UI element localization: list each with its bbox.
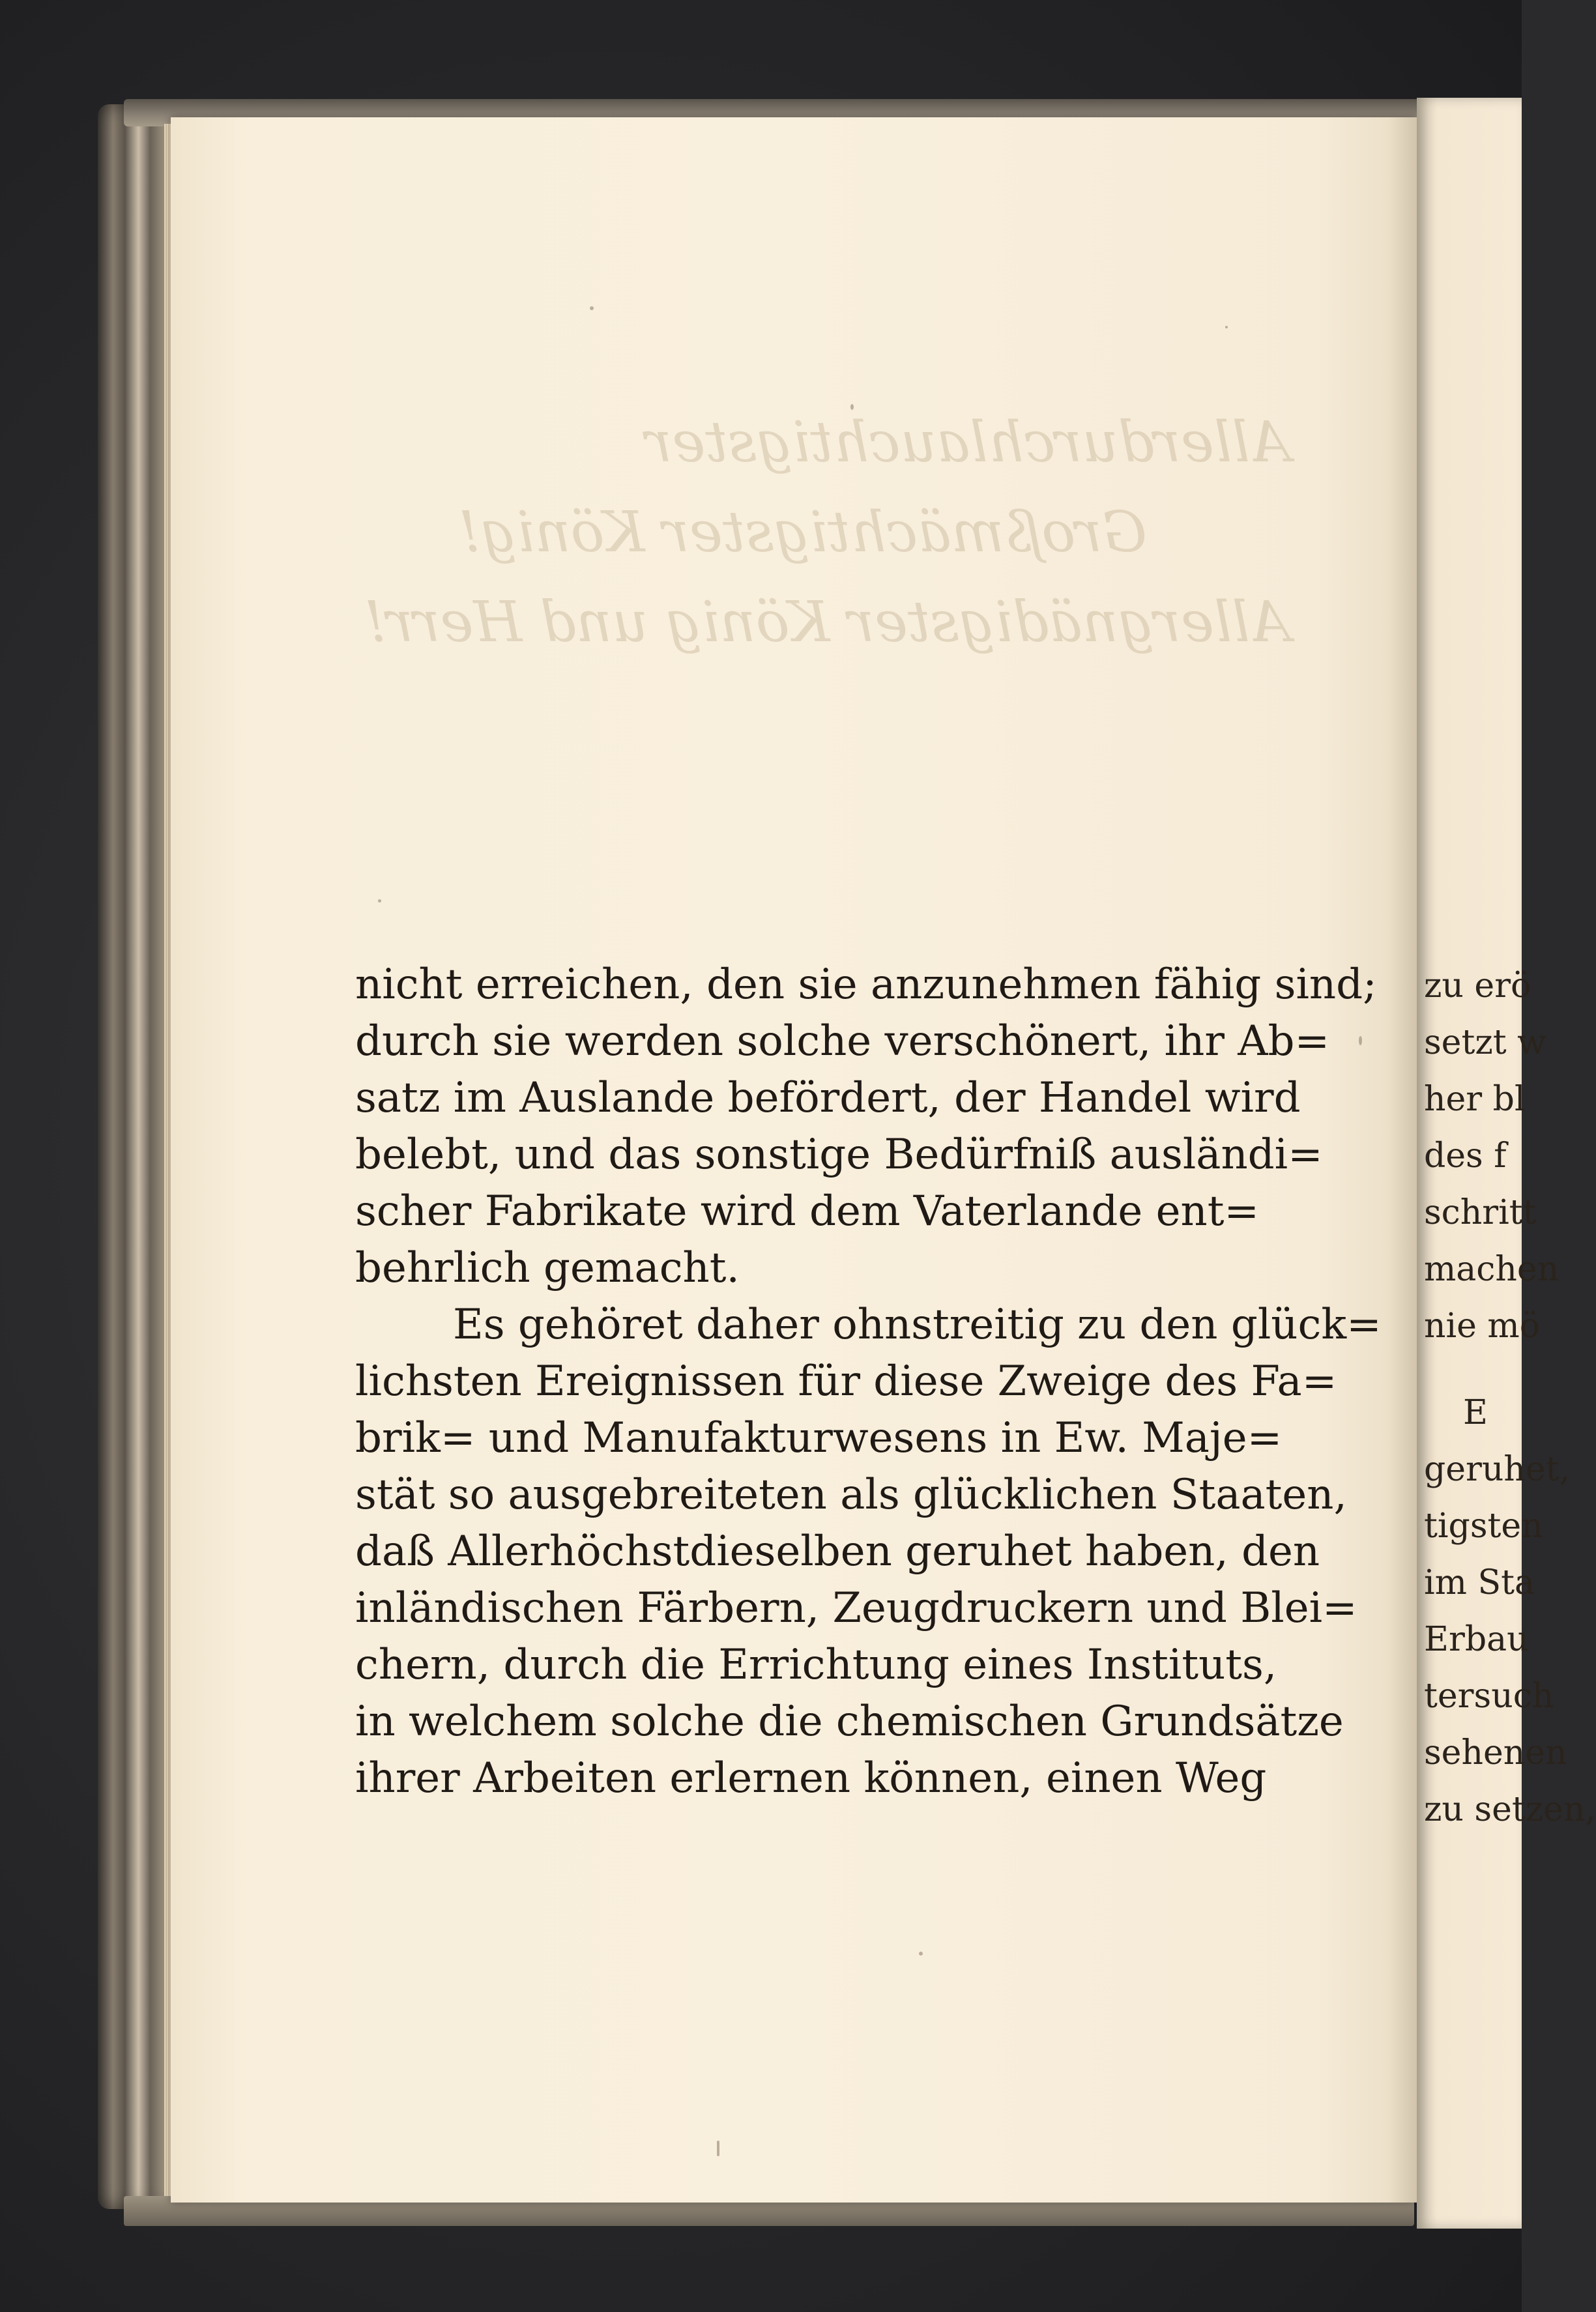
- paper-speck: [1225, 326, 1228, 328]
- fragment-line: nie mö: [1424, 1307, 1541, 1346]
- paper-speck: [717, 2141, 719, 2156]
- text-line: satz im Auslande befördert, der Handel wird: [355, 1074, 1301, 1122]
- text-line: stät so ausgebreiteten als glücklichen Staaten,: [355, 1471, 1347, 1519]
- text-line: chern, durch die Errichtung eines Instituts,: [355, 1641, 1277, 1689]
- bleed-line: Allerdurchlauchtigster: [645, 410, 1290, 475]
- fragment-line: zu setzen,: [1424, 1790, 1596, 1829]
- facing-page-text-fragments: [1424, 958, 1596, 1838]
- fragment-line: zu erö: [1424, 966, 1531, 1005]
- fragment-line: des f: [1424, 1136, 1507, 1176]
- bleed-line: Großmächtigster König!: [458, 500, 1147, 565]
- page-body-text: [355, 957, 1382, 1807]
- paper-speck: [850, 404, 854, 410]
- paper-speck: [590, 306, 594, 310]
- fragment-line: setzt w: [1424, 1023, 1546, 1062]
- text-line: durch sie werden solche verschönert, ihr Ab=: [355, 1017, 1330, 1065]
- fragment-line: im Sta: [1424, 1563, 1535, 1602]
- text-line: in welchem solche die chemischen Grundsätze: [355, 1698, 1344, 1746]
- fragment-line: machen: [1424, 1250, 1560, 1289]
- text-line: behrlich gemacht.: [355, 1244, 740, 1292]
- text-line: nicht erreichen, den sie anzunehmen fähig sind;: [355, 961, 1377, 1009]
- text-line: lichsten Ereignissen für diese Zweige des Fa=: [355, 1357, 1337, 1406]
- fragment-line: tigsten: [1424, 1507, 1543, 1546]
- text-line: brik= und Manufakturwesens in Ew. Maje=: [355, 1414, 1283, 1462]
- text-line: daß Allerhöchstdieselben geruhet haben, den: [355, 1527, 1320, 1576]
- paper-speck: [919, 1952, 923, 1956]
- paper-speck: [1359, 1036, 1362, 1045]
- text-line: scher Fabrikate wird dem Vaterlande ent=: [355, 1187, 1260, 1235]
- fragment-line: her bl: [1424, 1080, 1526, 1119]
- fragment-line: E: [1463, 1393, 1488, 1432]
- fragment-line: tersuch: [1424, 1677, 1554, 1716]
- paper-speck: [378, 899, 381, 903]
- text-line: Es gehöret daher ohnstreitig zu den glück=: [453, 1301, 1382, 1349]
- fragment-line: geruhet,: [1424, 1450, 1571, 1489]
- text-line: ihrer Arbeiten erlernen können, einen Weg: [355, 1754, 1267, 1802]
- bleed-line: Allergnädigster König und Herr!: [364, 590, 1290, 655]
- fragment-line: Erbau: [1424, 1620, 1529, 1659]
- text-line: inländischen Färbern, Zeugdruckern und Blei=: [355, 1584, 1357, 1632]
- fragment-line: schritt: [1424, 1193, 1537, 1232]
- fragment-line: sehenen: [1424, 1733, 1567, 1772]
- gutter-shadow: [1388, 117, 1421, 2203]
- text-line: belebt, und das sonstige Bedürfniß ausländi=: [355, 1131, 1323, 1179]
